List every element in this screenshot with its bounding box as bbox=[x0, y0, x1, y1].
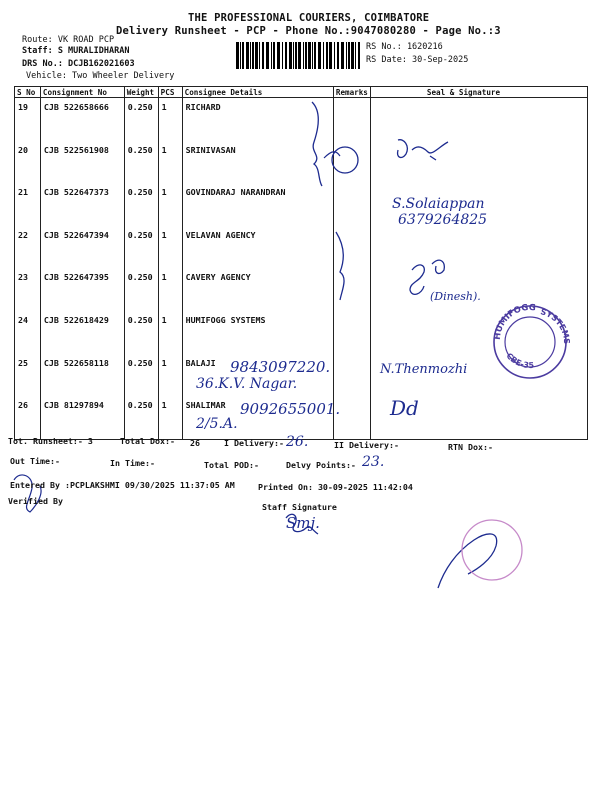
delivery-count-handwritten: 26. bbox=[286, 434, 309, 450]
sno-cell: 21 bbox=[15, 183, 41, 226]
balaji-address: 36.K.V. Nagar. bbox=[196, 376, 298, 392]
ii-delivery-label: II Delivery:- bbox=[334, 440, 399, 450]
consignment-cell: CJB 81297894 bbox=[40, 396, 124, 439]
staff-label: Staff: S MURALIDHARAN bbox=[22, 46, 130, 56]
sno-cell: 22 bbox=[15, 226, 41, 269]
company-title: THE PROFESSIONAL COURIERS, COIMBATORE bbox=[188, 12, 430, 24]
consignee-cell: VELAVAN AGENCY bbox=[182, 226, 333, 269]
consignee-cell: SHALIMAR bbox=[182, 396, 333, 439]
col-consignee: Consignee Details bbox=[182, 87, 333, 98]
route-label: Route: VK ROAD PCP bbox=[22, 35, 115, 45]
balaji-phone: 9843097220. bbox=[230, 358, 331, 376]
consignee-cell: RICHARD bbox=[182, 98, 333, 141]
pcs-cell: 1 bbox=[158, 396, 182, 439]
pcs-cell: 1 bbox=[158, 311, 182, 354]
consignment-cell: CJB 522618429 bbox=[40, 311, 124, 354]
weight-cell: 0.250 bbox=[124, 183, 158, 226]
printed-on: Printed On: 30-09-2025 11:42:04 bbox=[258, 482, 413, 492]
sign-24-name: (Dinesh). bbox=[430, 290, 481, 303]
consignee-cell: BALAJI bbox=[182, 354, 333, 397]
staff-signature-handwritten: Smj. bbox=[286, 514, 320, 532]
col-seal-signature: Seal & Signature bbox=[370, 87, 587, 98]
total-pod-label: Total POD:- bbox=[204, 460, 259, 470]
points-count-handwritten: 23. bbox=[362, 454, 385, 470]
consignment-cell: CJB 522647373 bbox=[40, 183, 124, 226]
tot-runsheet: Tot. Runsheet:- 3 bbox=[8, 436, 93, 446]
pcs-cell: 1 bbox=[158, 98, 182, 141]
shalimar-address: 2/5.A. bbox=[196, 416, 238, 432]
col-sno: S No bbox=[15, 87, 41, 98]
weight-cell: 0.250 bbox=[124, 311, 158, 354]
pcs-cell: 1 bbox=[158, 354, 182, 397]
seal-text-bottom: CBE-35 bbox=[504, 351, 535, 371]
consignee-cell: GOVINDARAJ NARANDRAN bbox=[182, 183, 333, 226]
drs-label: DRS No.: DCJB162021603 bbox=[22, 59, 135, 69]
svg-text:CBE-35 bbox=[504, 351, 534, 370]
rtn-dox-label: RTN Dox:- bbox=[448, 442, 493, 452]
weight-cell: 0.250 bbox=[124, 226, 158, 269]
weight-cell: 0.250 bbox=[124, 396, 158, 439]
seal-text-right: SYSTEMS bbox=[539, 307, 572, 345]
consignment-cell: CJB 522658666 bbox=[40, 98, 124, 141]
consignment-cell: CJB 522647395 bbox=[40, 268, 124, 311]
out-time-label: Out Time:- bbox=[10, 456, 60, 466]
total-dox-value: 26 bbox=[190, 438, 200, 448]
vehicle-label: Vehicle: Two Wheeler Delivery bbox=[26, 71, 175, 81]
entered-by: Entered By :PCPLAKSHMI 09/30/2025 11:37:05 AM bbox=[10, 480, 235, 490]
sno-cell: 24 bbox=[15, 311, 41, 354]
sign-25-name: N.Thenmozhi bbox=[380, 362, 468, 377]
consignee-cell: CAVERY AGENCY bbox=[182, 268, 333, 311]
pcs-cell: 1 bbox=[158, 141, 182, 184]
weight-cell: 0.250 bbox=[124, 354, 158, 397]
pcs-cell: 1 bbox=[158, 183, 182, 226]
col-weight: Weight bbox=[124, 87, 158, 98]
col-remarks: Remarks bbox=[333, 87, 370, 98]
sno-cell: 20 bbox=[15, 141, 41, 184]
pcs-cell: 1 bbox=[158, 268, 182, 311]
sno-cell: 25 bbox=[15, 354, 41, 397]
sno-cell: 26 bbox=[15, 396, 41, 439]
sign-26: Dd bbox=[390, 396, 419, 420]
seal-text-top: HUMIFOGG bbox=[492, 302, 537, 341]
consignment-cell: CJB 522561908 bbox=[40, 141, 124, 184]
svg-text:HUMIFOGG bbox=[493, 303, 536, 341]
total-dox-label: Total Dox:- bbox=[120, 436, 175, 446]
weight-cell: 0.250 bbox=[124, 268, 158, 311]
shalimar-phone: 9092655001. bbox=[240, 400, 341, 418]
consignee-cell: SRINIVASAN bbox=[182, 141, 333, 184]
in-time-label: In Time:- bbox=[110, 458, 155, 468]
staff-signature-label: Staff Signature bbox=[262, 502, 337, 512]
rs-date-label: RS Date: 30-Sep-2025 bbox=[366, 55, 469, 65]
col-consignment: Consignment No bbox=[40, 87, 124, 98]
delvy-points-label: Delvy Points:- bbox=[286, 460, 356, 470]
consignment-cell: CJB 522647394 bbox=[40, 226, 124, 269]
consignment-cell: CJB 522658118 bbox=[40, 354, 124, 397]
runsheet-subtitle: Delivery Runsheet - PCP - Phone No.:9047080280 - Page No.:3 bbox=[116, 25, 501, 37]
weight-cell: 0.250 bbox=[124, 98, 158, 141]
weight-cell: 0.250 bbox=[124, 141, 158, 184]
sign-21-phone: 6379264825 bbox=[398, 212, 488, 228]
col-pcs: PCS bbox=[158, 87, 182, 98]
verified-by: Verified By bbox=[8, 496, 63, 506]
sign-21-name: S.Solaiappan bbox=[392, 196, 485, 212]
i-delivery-label: I Delivery:- bbox=[224, 438, 284, 448]
pcs-cell: 1 bbox=[158, 226, 182, 269]
humifogg-seal bbox=[493, 303, 571, 378]
consignee-cell: HUMIFOGG SYSTEMS bbox=[182, 311, 333, 354]
sno-cell: 19 bbox=[15, 98, 41, 141]
sno-cell: 23 bbox=[15, 268, 41, 311]
rs-no-label: RS No.: 1620216 bbox=[366, 42, 443, 52]
